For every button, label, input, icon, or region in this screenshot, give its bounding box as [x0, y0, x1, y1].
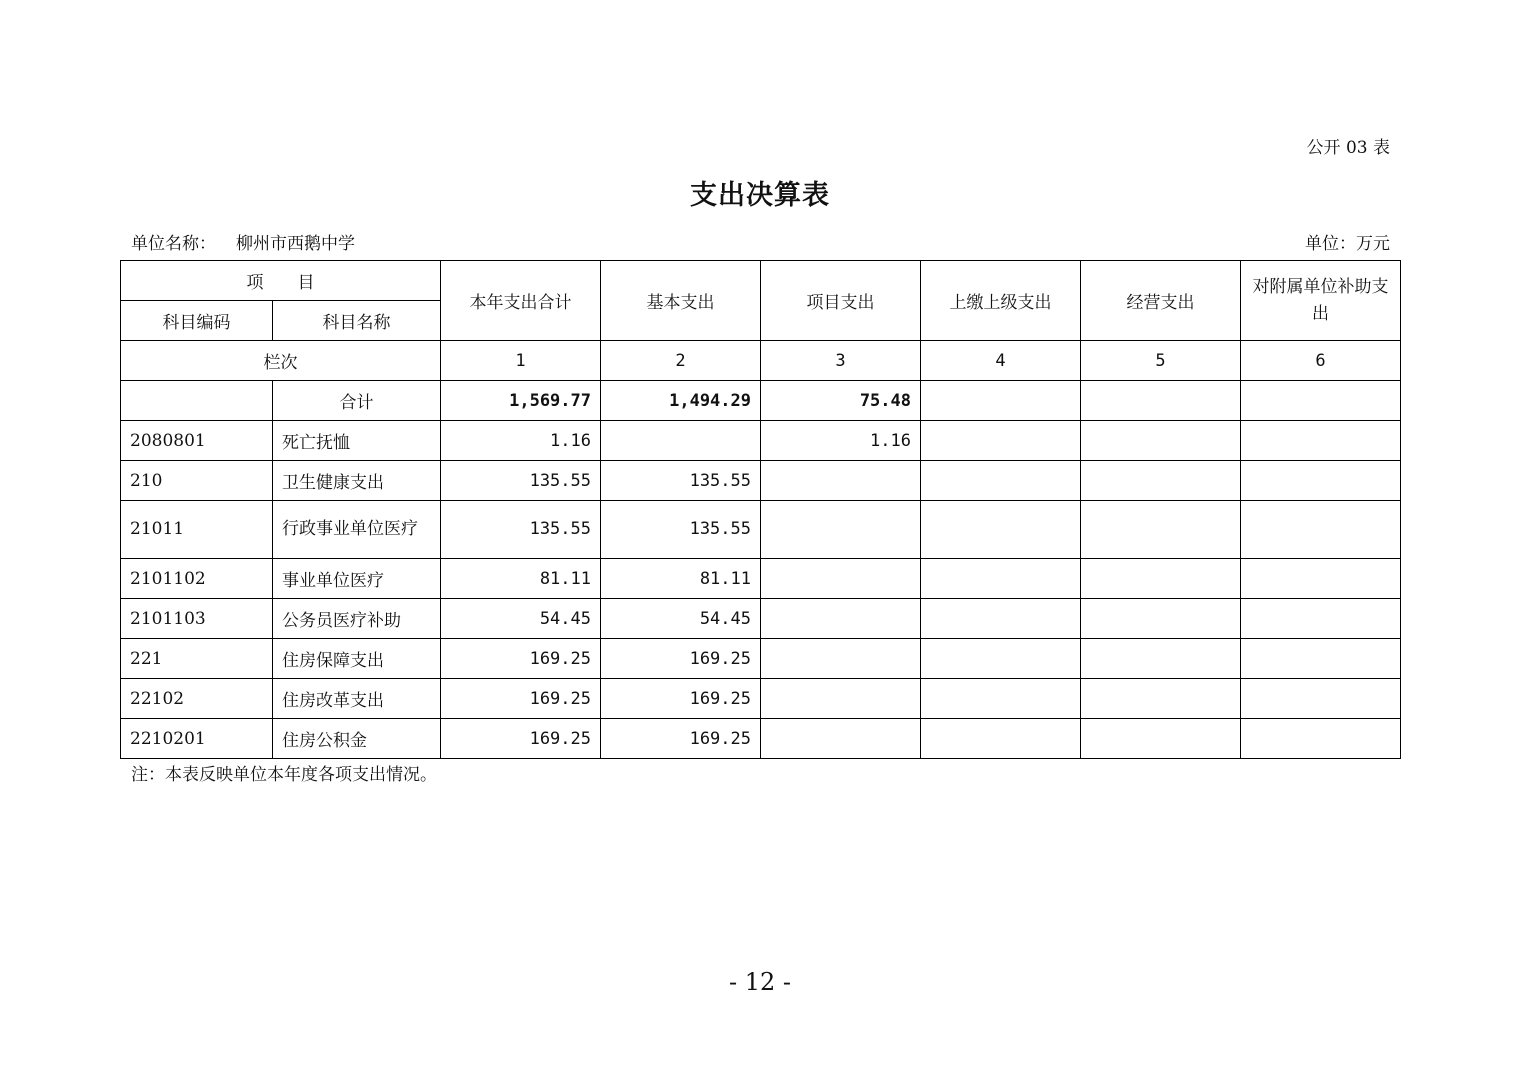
subject-code: 221 [121, 639, 273, 679]
header-business: 经营支出 [1081, 261, 1241, 341]
page-number: - 12 - [728, 968, 791, 996]
cell-total: 169.25 [441, 719, 601, 759]
table-row [121, 679, 1401, 719]
total-label: 合计 [273, 381, 441, 421]
unit-name-value: 柳州市西鹅中学 [236, 234, 355, 254]
total-business [1081, 381, 1241, 421]
cell-project [761, 461, 921, 501]
subject-code: 2080801 [121, 421, 273, 461]
cell-subsidy [1241, 719, 1401, 759]
cell-basic [601, 421, 761, 461]
form-number: 公开 03 表 [1306, 138, 1390, 158]
cell-project [761, 719, 921, 759]
cell-basic: 169.25 [601, 639, 761, 679]
table-row [121, 501, 1401, 559]
cell-upper [921, 679, 1081, 719]
total-code-cell [121, 381, 273, 421]
cell-subsidy [1241, 559, 1401, 599]
index-cell: 2 [601, 341, 761, 381]
cell-basic: 135.55 [601, 461, 761, 501]
cell-project [761, 559, 921, 599]
table-row [121, 461, 1401, 501]
header-basic: 基本支出 [601, 261, 761, 341]
cell-subsidy [1241, 461, 1401, 501]
cell-upper [921, 461, 1081, 501]
header-item: 项 目 [121, 261, 441, 301]
subject-name: 行政事业单位医疗 [273, 501, 441, 559]
index-cell: 5 [1081, 341, 1241, 381]
cell-subsidy [1241, 639, 1401, 679]
cell-business [1081, 461, 1241, 501]
subject-code: 210 [121, 461, 273, 501]
table-row [121, 639, 1401, 679]
header-upper: 上缴上级支出 [921, 261, 1081, 341]
index-row [121, 341, 1401, 381]
cell-business [1081, 559, 1241, 599]
cell-project [761, 599, 921, 639]
cell-upper [921, 501, 1081, 559]
cell-business [1081, 501, 1241, 559]
total-amount: 1,569.77 [441, 381, 601, 421]
expenditure-table [120, 260, 1401, 759]
cell-subsidy [1241, 599, 1401, 639]
index-label: 栏次 [121, 341, 441, 381]
cell-project [761, 639, 921, 679]
cell-upper [921, 559, 1081, 599]
cell-total: 81.11 [441, 559, 601, 599]
header-name: 科目名称 [273, 301, 441, 341]
table-row [121, 421, 1401, 461]
subject-name: 卫生健康支出 [273, 461, 441, 501]
subject-name: 事业单位医疗 [273, 559, 441, 599]
subject-name: 住房改革支出 [273, 679, 441, 719]
total-basic: 1,494.29 [601, 381, 761, 421]
subject-code: 2101102 [121, 559, 273, 599]
cell-business [1081, 639, 1241, 679]
index-cell: 1 [441, 341, 601, 381]
subject-code: 22102 [121, 679, 273, 719]
table-row [121, 559, 1401, 599]
cell-project [761, 501, 921, 559]
subject-code: 2210201 [121, 719, 273, 759]
cell-basic: 54.45 [601, 599, 761, 639]
cell-subsidy [1241, 501, 1401, 559]
table-row [121, 719, 1401, 759]
subject-name: 住房保障支出 [273, 639, 441, 679]
cell-business [1081, 719, 1241, 759]
table-note: 注：本表反映单位本年度各项支出情况。 [131, 765, 437, 785]
cell-basic: 135.55 [601, 501, 761, 559]
cell-total: 135.55 [441, 501, 601, 559]
table-row [121, 599, 1401, 639]
header-row-1 [121, 261, 1401, 301]
cell-basic: 169.25 [601, 679, 761, 719]
currency-unit: 单位：万元 [1305, 234, 1390, 254]
cell-upper [921, 639, 1081, 679]
cell-project: 1.16 [761, 421, 921, 461]
header-subsidy: 对附属单位补助支出 [1241, 261, 1401, 341]
unit-name-line [131, 229, 355, 254]
subject-name: 死亡抚恤 [273, 421, 441, 461]
subject-code: 21011 [121, 501, 273, 559]
document-title: 支出决算表 [690, 180, 830, 211]
cell-subsidy [1241, 679, 1401, 719]
total-row [121, 381, 1401, 421]
index-cell: 6 [1241, 341, 1401, 381]
header-total: 本年支出合计 [441, 261, 601, 341]
cell-basic: 81.11 [601, 559, 761, 599]
cell-upper [921, 599, 1081, 639]
total-subsidy [1241, 381, 1401, 421]
cell-business [1081, 421, 1241, 461]
cell-total: 169.25 [441, 639, 601, 679]
subject-name: 住房公积金 [273, 719, 441, 759]
header-project: 项目支出 [761, 261, 921, 341]
header-code: 科目编码 [121, 301, 273, 341]
cell-total: 135.55 [441, 461, 601, 501]
total-project: 75.48 [761, 381, 921, 421]
subject-name: 公务员医疗补助 [273, 599, 441, 639]
cell-total: 54.45 [441, 599, 601, 639]
cell-basic: 169.25 [601, 719, 761, 759]
cell-business [1081, 679, 1241, 719]
index-cell: 3 [761, 341, 921, 381]
cell-total: 1.16 [441, 421, 601, 461]
cell-subsidy [1241, 421, 1401, 461]
index-cell: 4 [921, 341, 1081, 381]
total-upper [921, 381, 1081, 421]
cell-total: 169.25 [441, 679, 601, 719]
cell-project [761, 679, 921, 719]
subject-code: 2101103 [121, 599, 273, 639]
unit-name-label: 单位名称： [131, 234, 216, 254]
cell-business [1081, 599, 1241, 639]
cell-upper [921, 421, 1081, 461]
cell-upper [921, 719, 1081, 759]
